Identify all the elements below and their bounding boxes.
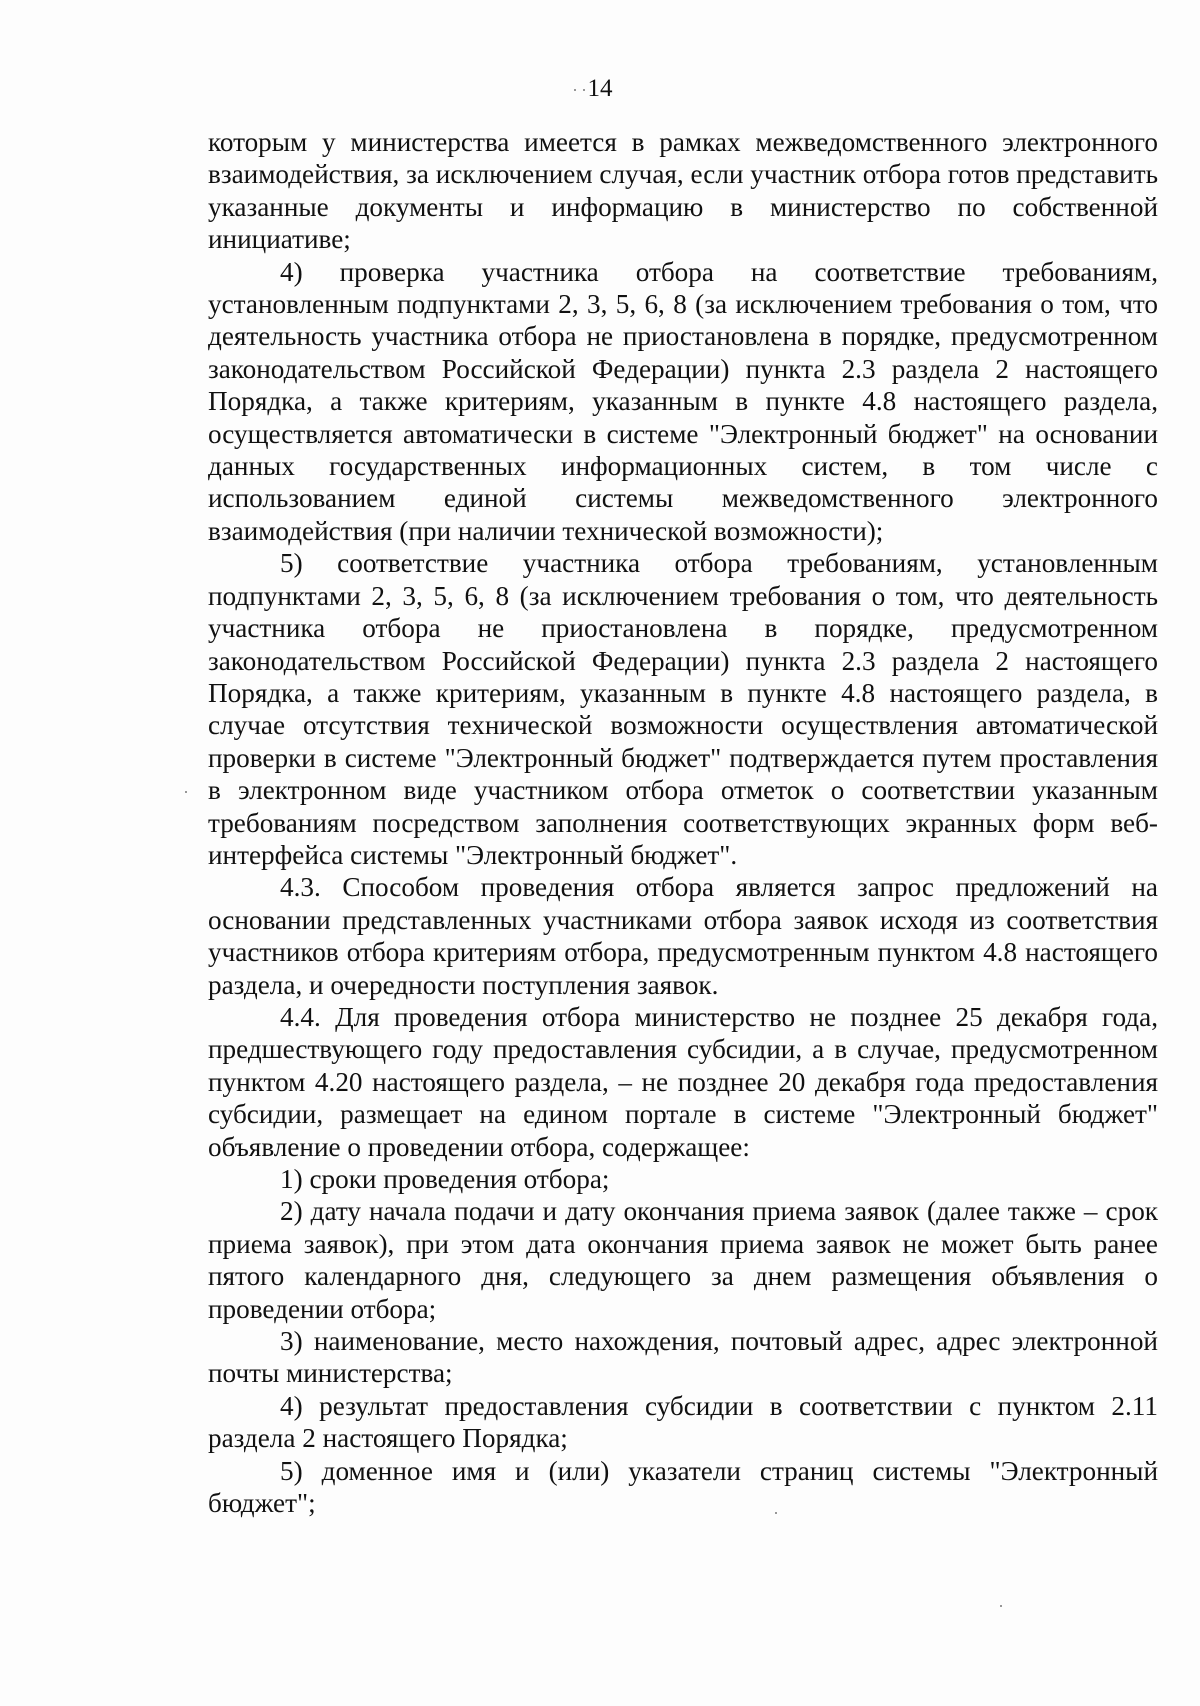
page-number: 14 bbox=[587, 75, 613, 102]
paragraph: 3) наименование, место нахождения, почтовый адрес, адрес электронной почты министерства; bbox=[208, 1326, 1158, 1389]
scan-speck bbox=[583, 89, 585, 91]
paragraph: 1) сроки проведения отбора; bbox=[280, 1164, 610, 1194]
scan-speck bbox=[574, 89, 576, 91]
paragraph: 4.3. Способом проведения отбора является запрос предложений на основании представленных участниками отбора заявок исходя из соответствия участников отбора критериям отбора, предусмотренным пунктом 4.8 настоящего раздела, и очередности поступления заявок. bbox=[208, 872, 1158, 1000]
paragraph: которым у министерства имеется в рамках межведомственного электронного взаимодействия, за исключением случая, если участник отбора готов представить указанные документы и информацию в министерство по собственной инициативе; bbox=[208, 127, 1158, 255]
body-text bbox=[208, 126, 1158, 1519]
paragraph: 2) дату начала подачи и дату окончания приема заявок (далее также – срок приема заявок), при этом дата окончания приема заявок не может быть ранее пятого календарного дня, следующего за днем размещения объявления о проведении отбора; bbox=[208, 1196, 1158, 1324]
paragraph: 5) доменное имя и (или) указатели страниц системы "Электронный бюджет"; bbox=[208, 1455, 1158, 1519]
scan-speck bbox=[185, 791, 187, 793]
paragraph: 4) результат предоставления субсидии в соответствии с пунктом 2.11 раздела 2 настоящего Порядка; bbox=[208, 1390, 1158, 1454]
paragraph: 5) соответствие участника отбора требованиям, установленным подпунктами 2, 3, 5, 6, 8 (за исключением требования о том, что деятельность участника отбора не приостановлена в порядке, предусмотренном законодательством Российской Федерации) пункта 2.3 раздела 2 настоящего Порядка, а также критериям, указанным в пункте 4.8 настоящего раздела, в случае отсутствия технической возможности осуществления автоматической проверки в системе "Электронный бюджет" подтверждается путем проставления в электронном виде участником отбора отметок о соответствии указанным требованиям посредством заполнения соответствующих экранных форм веб-интерфейса системы "Электронный бюджет". bbox=[208, 548, 1158, 870]
scan-speck bbox=[1000, 1605, 1002, 1607]
paragraph: 4) проверка участника отбора на соответствие требованиям, установленным подпунктами 2, 3, 5, 6, 8 (за исключением требования о том, что деятельность участника отбора не приостановлена в порядке, предусмотренном законодательством Российской Федерации) пункта 2.3 раздела 2 настоящего Порядка, а также критериям, указанным в пункте 4.8 настоящего раздела, осуществляется автоматически в системе "Электронный бюджет" на основании данных государственных информационных систем, в том числе с использованием единой системы межведомственного электронного взаимодействия (при наличии технической возможности); bbox=[208, 256, 1158, 546]
paragraph: 4.4. Для проведения отбора министерство не позднее 25 декабря года, предшествующего году предоставления субсидии, а в случае, предусмотренном пунктом 4.20 настоящего раздела, – не позднее 20 декабря года предоставления субсидии, размещает на едином портале в системе "Электронный бюджет" объявление о проведении отбора, содержащее: bbox=[208, 1001, 1158, 1162]
